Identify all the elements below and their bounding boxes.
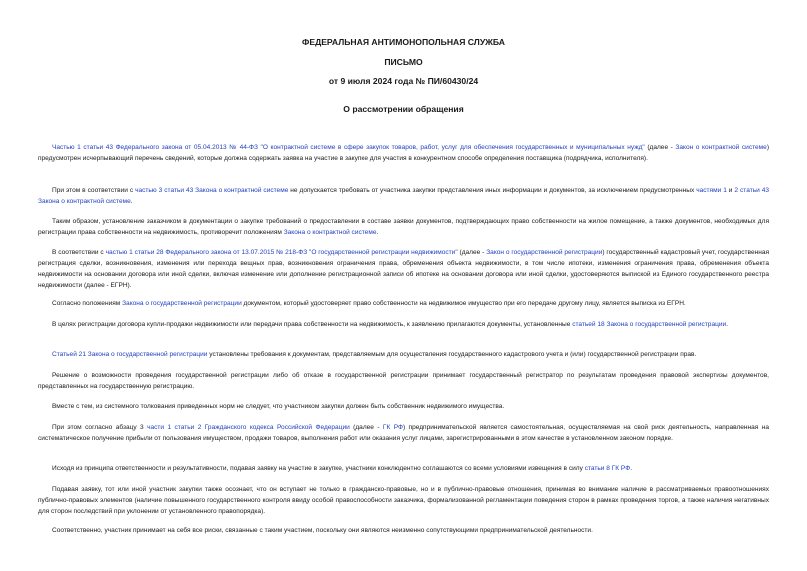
- paragraph-text: документом, который удостоверяет право собственности на недвижимое имущество при его передаче другому лицу, является выписка из ЕГРН.: [241, 300, 686, 307]
- paragraph-text: Решение о возможности проведения государственной регистрации либо об отказе в государственной регистрации принимает государственный регистратор по результатам проведения правовой экспертизы документов, представленных на государственную регистрацию.: [38, 372, 769, 390]
- paragraph-text: Таким образом, установление заказчиком в документации о закупке требований о предоставлении в составе заявки документов, подтверждающих право собственности на жилое помещение, а также документов, необходимых для регистрации права собственности на недвижимость, противоречит положениям: [38, 218, 769, 236]
- paragraph-text: .: [630, 465, 633, 472]
- legal-reference-link[interactable]: Закона о контрактной системе: [283, 228, 377, 236]
- legal-reference-link[interactable]: частями 1: [696, 187, 727, 194]
- legal-reference-link[interactable]: 2 статьи 43 Закона о контрактной системе: [38, 187, 770, 205]
- paragraph: [38, 371, 769, 393]
- paragraph-text: ) предусмотрен исчерпывающий перечень сведений, которые должна содержать заявка на участие в закупке для участия в конкурентном способе определения поставщика (подрядчика, исполнителя).: [38, 144, 770, 162]
- paragraph-text: и: [726, 187, 735, 194]
- paragraph: [38, 402, 769, 413]
- paragraph: [38, 350, 769, 361]
- legal-reference-link[interactable]: статьей 18 Закона о государственной регистрации: [572, 321, 727, 328]
- document-type: ПИСЬМО: [384, 57, 423, 67]
- paragraph-text: (далее -: [457, 249, 487, 256]
- paragraph-text: Соответственно, участник принимает на себя все риски, связанные с таким участием, поскольку они являются неизменно сопутствующими предпринимательской деятельности.: [52, 527, 593, 534]
- paragraph-text: Согласно положениям: [52, 300, 123, 307]
- paragraph-text: (далее -: [349, 424, 383, 431]
- paragraph: [38, 464, 769, 475]
- legal-reference-link[interactable]: Закона о государственной регистрации: [122, 300, 242, 307]
- legal-reference-link[interactable]: Закон о контрактной системе: [675, 144, 767, 151]
- paragraph: [38, 423, 769, 445]
- agency-title: ФЕДЕРАЛЬНАЯ АНТИМОНОПОЛЬНАЯ СЛУЖБА: [302, 37, 505, 47]
- paragraph: [38, 485, 769, 518]
- paragraph: [38, 248, 769, 292]
- paragraph: [38, 320, 769, 331]
- legal-reference-link[interactable]: статьи 8 ГК РФ: [584, 465, 631, 472]
- paragraph: [38, 143, 769, 165]
- paragraph-text: ) государственный кадастровый учет, государственная регистрация сделки, возникновения, изменения или перехода вещных прав, возникновения ограничения права, обременения объекта недвижимости, в том числе ипотеки, изменения ограничения права, обременения объекта недвижимости на основании договора или иной сделки, включая изменение или дополнение регистрационной записи об ипотеке на основании договора или иной сделки, удостоверяются выпиской из Единого государственного реестра недвижимости (далее - ЕГРН).: [38, 249, 770, 289]
- legal-reference-link[interactable]: ГК РФ: [382, 424, 403, 431]
- legal-reference-link[interactable]: частью 1 статьи 28 Федерального закона от 13.07.2015 № 218-ФЗ "О государственной регистрации недвижимости": [105, 249, 458, 256]
- legal-reference-link[interactable]: части 1 статьи 2 Гражданского кодекса Российской Федерации: [147, 424, 350, 431]
- paragraph-text: При этом в соответствии с: [52, 187, 136, 194]
- paragraph-text: .: [130, 197, 133, 205]
- legal-reference-link[interactable]: Закон о государственной регистрации: [486, 249, 603, 256]
- paragraph-text: Исходя из принципа ответственности и результативности, подавая заявку на участие в закупке, участники конклюдентно соглашаются со всеми условиями извещения в силу: [52, 465, 585, 472]
- paragraph-text: .: [726, 321, 728, 328]
- document-date-number: от 9 июля 2024 года № ПИ/60430/24: [328, 76, 479, 86]
- paragraph-text: ) предпринимательской является самостоятельная, осуществляемая на свой риск деятельность, направленная на систематическое получение прибыли от пользования имуществом, продажи товаров, выполнения работ или оказания услуг лицами, зарегистрированными в этом качестве в установленном законом порядке.: [38, 424, 769, 442]
- paragraph: [38, 299, 769, 310]
- paragraph-text: (далее -: [644, 144, 676, 151]
- paragraph: [38, 186, 769, 208]
- paragraph-text: Вместе с тем, из системного толкования приведенных норм не следует, что участником закупки должен быть собственник недвижимого имущества.: [52, 403, 505, 410]
- paragraph: [38, 217, 769, 239]
- document-subject: О рассмотрении обращения: [343, 104, 464, 114]
- paragraph-text: не допускается требовать от участника закупки представления иных информации и документов, за исключением предусмотренных: [288, 187, 697, 194]
- paragraph-text: установлены требования к документам, представляемым для осуществления государственного кадастрового учета и (или) государственной регистрации прав.: [207, 351, 697, 358]
- paragraph-text: Подавая заявку, тот или иной участник закупки также осознает, что он вступает не только в гражданско-правовые, но и в публично-правовые отношения, принимая во внимание наличие в рассматриваемых правоотношениях публично-правовых элементов (наличие повышенного государственного контроля ввиду особой правоспособности заказчика, формализованной регламентации поведения сторон в рамках проведения торгов, а также наличия негативных для сторон последствий при уклонении от установленного правопорядка).: [38, 486, 769, 515]
- paragraph-text: При этом согласно абзацу 3: [52, 424, 148, 431]
- paragraph-text: В соответствии с: [52, 249, 106, 256]
- paragraph: [38, 526, 769, 537]
- paragraph-text: В целях регистрации договора купли-продажи недвижимости или передачи права собственности на недвижимость, к заявлению прилагаются документы, установленные: [52, 321, 573, 328]
- legal-reference-link[interactable]: Статьей 21 Закона о государственной регистрации: [52, 351, 208, 358]
- paragraph-text: .: [376, 228, 379, 236]
- legal-reference-link[interactable]: Частью 1 статьи 43 Федерального закона от 05.04.2013 № 44-ФЗ "О контрактной системе в сфере закупок товаров, работ, услуг для обеспечения государственных и муниципальных нужд": [52, 144, 645, 151]
- legal-reference-link[interactable]: частью 3 статьи 43 Закона о контрактной системе: [135, 187, 289, 194]
